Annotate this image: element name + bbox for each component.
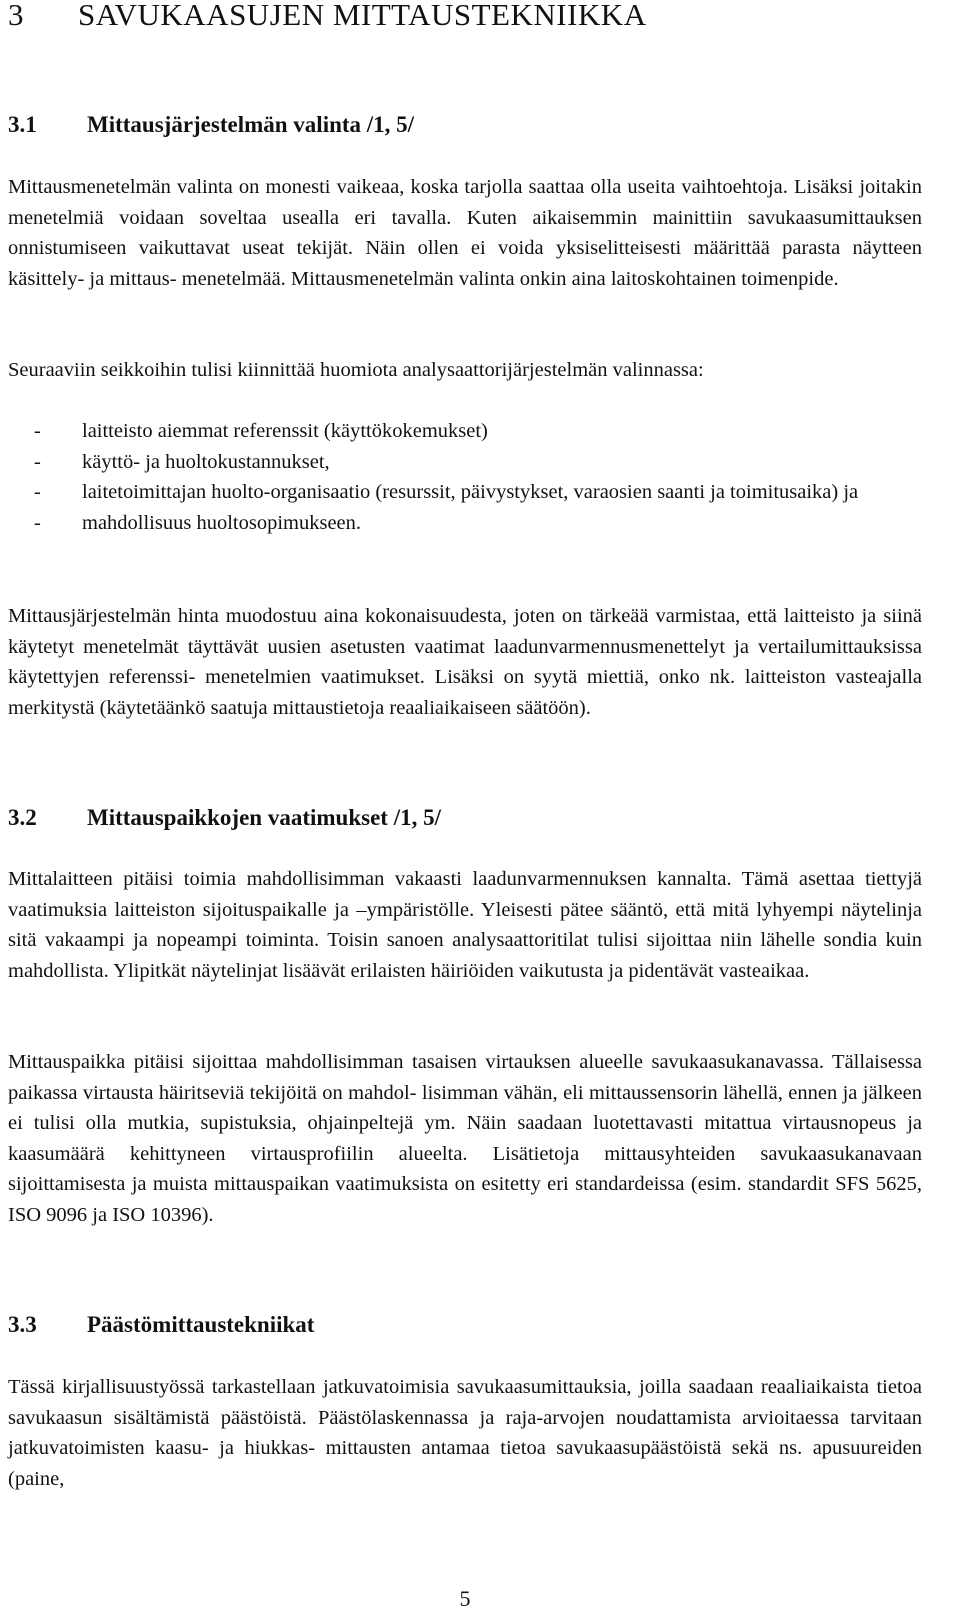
chapter-heading	[8, 0, 647, 33]
list-item: - mahdollisuus huoltosopimukseen.	[34, 511, 362, 534]
paragraph: Mittausjärjestelmän hinta muodostuu aina kokonaisuudesta, joten on tärkeää varmistaa, että laitteisto ja siinä käytetyt menetelmät täyttävät uusien asetusten vaatimat laadunvarmennusmenettelyt ja vertailumittauksissa käytettyjen referenssi- menetelmien vaatimukset. Lisäksi on syytä miettiä, onko nk. laitteiston vasteajalla merkitystä (käytetäänkö saatuja mittaustietoja reaaliaikaiseen säätöön).	[8, 605, 922, 719]
chapter-title: SAVUKAASUJEN MITTAUSTEKNIIKKA	[78, 0, 647, 32]
paragraph: Mittausmenetelmän valinta on monesti vaikeaa, koska tarjolla saattaa olla useita vaihtoehtoja. Lisäksi joitakin menetelmiä voidaan soveltaa usealla eri tavalla. Kuten aikaisemmin mainittiin savukaasumittauksen onnistumiseen vaikuttavat useat tekijät. Näin ollen ei voida yksiselitteisesti määrittää parasta näytteen käsittely- ja mittaus- menetelmää. Mittausmenetelmän valinta onkin aina laitoskohtainen toimenpide.	[8, 176, 922, 290]
page-number: 5	[459, 1586, 471, 1611]
section-number: 3.3	[8, 1312, 37, 1337]
section-heading-3-2	[8, 805, 441, 831]
section-number: 3.1	[8, 112, 37, 137]
paragraph: Tässä kirjallisuustyössä tarkastellaan jatkuvatoimisia savukaasumittauksia, joilla saadaan reaaliaikaista tietoa savukaasun sisältämistä päästöistä. Päästölaskennassa ja raja-arvojen noudattamista arvioitaessa tarvitaan jatkuvatoimisten kaasu- ja hiukkas- mittausten antamaa tietoa savukaasupäästöistä sekä ns. apusuureiden (paine,	[8, 1376, 922, 1490]
paragraph: Mittalaitteen pitäisi toimia mahdollisimman vakaasti laadunvarmennuksen kannalta. Tämä asettaa tiettyjä vaatimuksia laitteiston sijoituspaikalle ja –ympäristölle. Yleisesti pätee sääntö, että mitä lyhyempi näytelinja sitä vakaampi ja nopeampi toiminta. Toisin sanoen analysaattoritilat tulisi sijoittaa niin lähelle sondia kuin mahdollista. Ylipitkät näytelinjat lisäävät erilaisten häiriöiden vaikutusta ja pidentävät vasteaikaa.	[8, 868, 922, 982]
paragraph: Seuraaviin seikkoihin tulisi kiinnittää huomiota analysaattorijärjestelmän valinnassa:	[8, 359, 704, 381]
section-title: Mittauspaikkojen vaatimukset /1, 5/	[87, 805, 441, 830]
paragraph: Mittauspaikka pitäisi sijoittaa mahdollisimman tasaisen virtauksen alueelle savukaasukanavassa. Tällaisessa paikassa virtausta häiritseviä tekijöitä on mahdol- lisimman vähän, eli mittaussensorin lähellä, ennen ja jälkeen ei tulisi olla mutkia, supistuksia, ohjainpeltejä ym. Näin saadaan luotettavasti mitattua virtausnopeus ja kaasumäärä kehittyneen virtausprofiilin alueelta. Lisätietoja mittausyhteiden savukaasukanavaan sijoittamisesta ja muista mittauspaikan vaatimuksista on esitetty eri standardeissa (esim. standardit SFS 5625, ISO 9096 ja ISO 10396).	[8, 1051, 922, 1226]
section-number: 3.2	[8, 805, 37, 830]
chapter-number: 3	[8, 0, 24, 32]
section-title: Päästömittaustekniikat	[87, 1312, 315, 1337]
list-item: - käyttö- ja huoltokustannukset,	[34, 450, 330, 473]
section-title: Mittausjärjestelmän valinta /1, 5/	[87, 112, 415, 137]
section-heading-3-3	[8, 1312, 314, 1338]
list-item: - laitteisto aiemmat referenssit (käyttökokemukset)	[34, 420, 488, 442]
requirements-list	[8, 416, 922, 538]
list-item: - laitetoimittajan huolto-organisaatio (resurssit, päivystykset, varaosien saanti ja toimitusaika) ja	[34, 481, 859, 504]
section-heading-3-1	[8, 112, 414, 138]
